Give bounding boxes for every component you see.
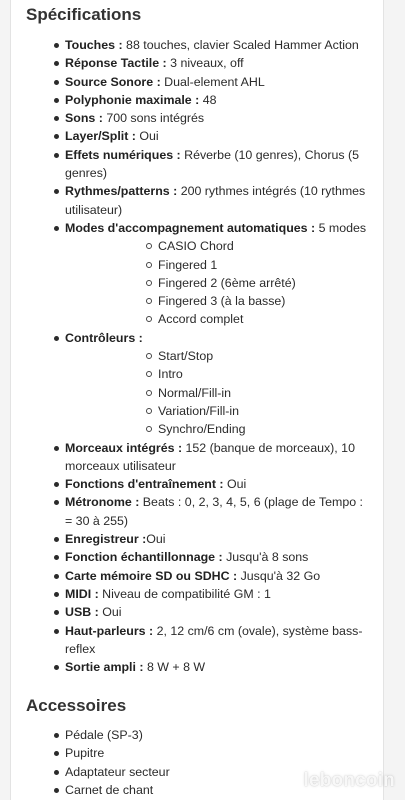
spec-key: Contrôleurs	[65, 330, 136, 345]
spec-value: 152 (banque de morceaux), 10 morceaux utilisateur	[65, 440, 355, 473]
spec-separator: :	[91, 605, 103, 620]
spec-key: Modes d'accompagnement automatiques	[65, 220, 308, 235]
spec-item	[11, 603, 383, 621]
spec-value: Jusqu'à 8 sons	[226, 550, 309, 565]
spec-subitem: Start/Stop	[65, 347, 367, 365]
spec-sublist	[65, 347, 367, 438]
spec-separator: :	[153, 74, 165, 89]
spec-key: Effets numériques	[65, 147, 174, 162]
spec-key: Réponse Tactile	[65, 56, 160, 71]
spec-value: Oui	[102, 605, 122, 620]
spec-item	[11, 91, 383, 109]
spec-item	[11, 219, 383, 329]
spec-separator: :	[229, 568, 241, 583]
spec-subitem: Intro	[65, 365, 367, 383]
spec-separator: :	[145, 623, 157, 638]
spec-key: Source Sonore	[65, 74, 154, 89]
specifications-list	[11, 36, 383, 676]
spec-item	[11, 109, 383, 127]
spec-item	[11, 182, 383, 219]
spec-key: Fonctions d'entraînement	[65, 477, 216, 492]
listing-description-card	[10, 0, 384, 800]
spec-item	[11, 530, 383, 548]
spec-key: Carte mémoire SD ou SDHC	[65, 568, 230, 583]
spec-value: 2, 12 cm/6 cm (ovale), système bass-reflex	[65, 623, 363, 656]
spec-key: Touches	[65, 38, 116, 52]
spec-item	[11, 54, 383, 72]
spec-separator: :	[91, 586, 103, 601]
spec-separator: :	[115, 38, 127, 52]
spec-separator: :	[159, 56, 171, 71]
spec-subitem: Accord complet	[65, 310, 367, 328]
spec-value: 3 niveaux, off	[170, 56, 244, 71]
accessory-item: Adaptateur secteur	[11, 763, 383, 781]
spec-subitem: Synchro/Ending	[65, 420, 367, 438]
spec-value: Dual-element AHL	[164, 74, 265, 89]
spec-key: Polyphonie maximale	[65, 92, 192, 107]
spec-value: 700 sons intégrés	[106, 111, 205, 126]
spec-item	[11, 493, 383, 530]
spec-value: Oui	[146, 532, 166, 547]
spec-key: Morceaux intégrés	[65, 440, 175, 455]
spec-subitem: Variation/Fill-in	[65, 402, 367, 420]
spec-separator: :	[169, 184, 181, 199]
spec-separator: :	[215, 477, 227, 492]
spec-value: 8 W + 8 W	[146, 660, 206, 675]
spec-value: Oui	[226, 477, 247, 492]
accessory-item: Carnet de chant	[11, 781, 383, 799]
spec-value: Beats : 0, 2, 3, 4, 5, 6 (plage de Tempo : = 30 à 255)	[65, 495, 363, 528]
spec-subitem: Normal/Fill-in	[65, 384, 367, 402]
spec-sublist	[65, 237, 367, 328]
spec-separator: :	[215, 550, 227, 565]
spec-value: Oui	[139, 129, 159, 144]
spec-key: Sortie ampli	[65, 660, 136, 675]
spec-value: 48	[202, 92, 217, 107]
spec-subitem: Fingered 1	[65, 256, 367, 274]
spec-separator: :	[135, 330, 143, 345]
spec-separator: :	[191, 92, 203, 107]
spec-value: Réverbe (10 genres), Chorus (5 genres)	[65, 147, 360, 181]
spec-value: 5 modes	[318, 220, 367, 235]
spec-separator: :	[173, 147, 185, 162]
spec-separator: :	[138, 532, 147, 547]
spec-item	[11, 329, 383, 439]
spec-key: Haut-parleurs	[65, 623, 146, 638]
spec-item	[11, 567, 383, 585]
spec-item	[11, 36, 383, 54]
spec-separator: :	[128, 129, 140, 144]
spec-item	[11, 585, 383, 603]
spec-item	[11, 548, 383, 566]
specifications-heading: Spécifications	[26, 5, 142, 24]
spec-separator: :	[135, 660, 147, 675]
spec-key: Métronome	[65, 495, 132, 510]
spec-separator: :	[95, 111, 107, 126]
spec-key: Rythmes/patterns	[65, 184, 170, 199]
spec-value: 88 touches, clavier Scaled Hammer Action	[126, 38, 359, 52]
spec-subitem: Fingered 3 (à la basse)	[65, 292, 367, 310]
spec-key: Enregistreur	[65, 532, 139, 547]
spec-separator: :	[307, 220, 319, 235]
spec-value: Niveau de compatibilité GM : 1	[102, 586, 271, 601]
accessory-item: Pédale (SP-3)	[11, 726, 383, 744]
spec-value: Jusqu'à 32 Go	[240, 568, 321, 583]
spec-separator: :	[131, 495, 143, 510]
spec-subitem: CASIO Chord	[65, 237, 367, 255]
spec-key: Sons	[65, 111, 96, 126]
spec-key: MIDI	[65, 586, 92, 601]
spec-key: USB	[65, 605, 92, 620]
accessory-item: Pupitre	[11, 744, 383, 762]
spec-item	[11, 439, 383, 476]
spec-separator: :	[174, 440, 186, 455]
spec-item	[11, 73, 383, 91]
spec-item	[11, 658, 383, 676]
spec-subitem: Fingered 2 (6ème arrêté)	[65, 274, 367, 292]
accessories-heading: Accessoires	[26, 696, 127, 715]
spec-key: Fonction échantillonnage	[65, 550, 216, 565]
spec-item	[11, 146, 383, 183]
spec-item	[11, 622, 383, 659]
spec-item	[11, 127, 383, 145]
spec-key: Layer/Split	[65, 129, 129, 144]
leboncoin-watermark: leboncoin	[303, 770, 395, 791]
spec-value: 200 rythmes intégrés (10 rythmes utilisateur)	[65, 184, 366, 217]
spec-item	[11, 475, 383, 493]
